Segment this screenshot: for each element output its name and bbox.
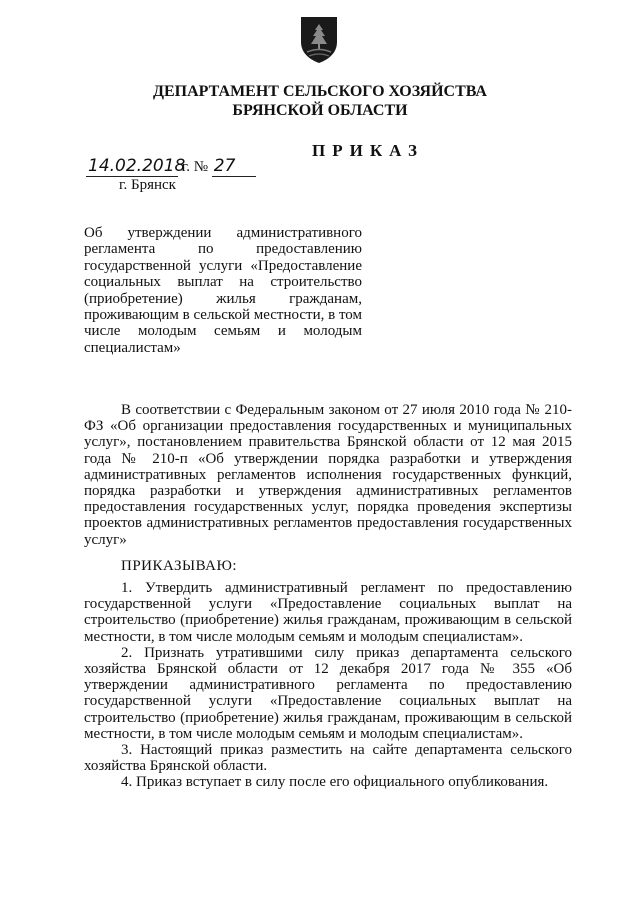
order-word: ПРИКАЗЫВАЮ: [121, 558, 238, 574]
order-item-3: 3. Настоящий приказ разместить на сайте департамента сельского хозяйства Брянской области. [84, 742, 572, 775]
date-number-line [86, 156, 256, 177]
order-item-1: 1. Утвердить административный регламент по предоставлению государственной услуги «Предоставление социальных выплат на строительство (приобретение) жилья гражданам, проживающим в сельской местности, в том числе молодым семьям и молодым специалистам». [84, 580, 572, 645]
order-item-2: 2. Признать утратившими силу приказ департамента сельского хозяйства Брянской области от 12 декабря 2017 года № 355 «Об утверждении административного регламента по предоставлению государственной услуги «Предоставление социальных выплат на строительство (приобретение) жилья гражданам, проживающим в сельской местности, в том числе молодым семьям и молодым специалистам». [84, 644, 572, 742]
document-subject: Об утверждении административного регламента по предоставлению государственной услуги «Предоставление социальных выплат на строительство (приобретение) жилья гражданам, проживающим в сельской местности, в том числе молодым семьям и молодым специалистам» [84, 225, 363, 356]
order-items [84, 580, 572, 791]
city: г. Брянск [119, 177, 176, 193]
department-line-1: ДЕПАРТАМЕНТ СЕЛЬСКОГО ХОЗЯЙСТВА [153, 83, 487, 100]
department-line-2: БРЯНСКОЙ ОБЛАСТИ [232, 102, 408, 119]
year-number-label: г. № [181, 159, 209, 175]
preamble-paragraph: В соответствии с Федеральным законом от 27 июля 2010 года № 210-ФЗ «Об организации предоставления государственных и муниципальных услуг», постановлением правительства Брянской области от 12 мая 2015 года № 210-п «Об утверждении порядка разработки и утверждения административных регламентов исполнения государственных функций, порядка разработки и утверждения административных регламентов предоставления государственных услуг, порядка проведения экспертизы проектов административных регламентов предоставления государственных услуг» [84, 402, 572, 548]
coat-of-arms-icon [297, 14, 341, 64]
order-number: 27 [212, 156, 256, 177]
order-item-4: 4. Приказ вступает в силу после его официального опубликования. [121, 774, 549, 791]
order-date: 14.02.2018 [88, 156, 186, 176]
department-header [0, 82, 640, 120]
document-title: ПРИКАЗ [312, 141, 424, 160]
